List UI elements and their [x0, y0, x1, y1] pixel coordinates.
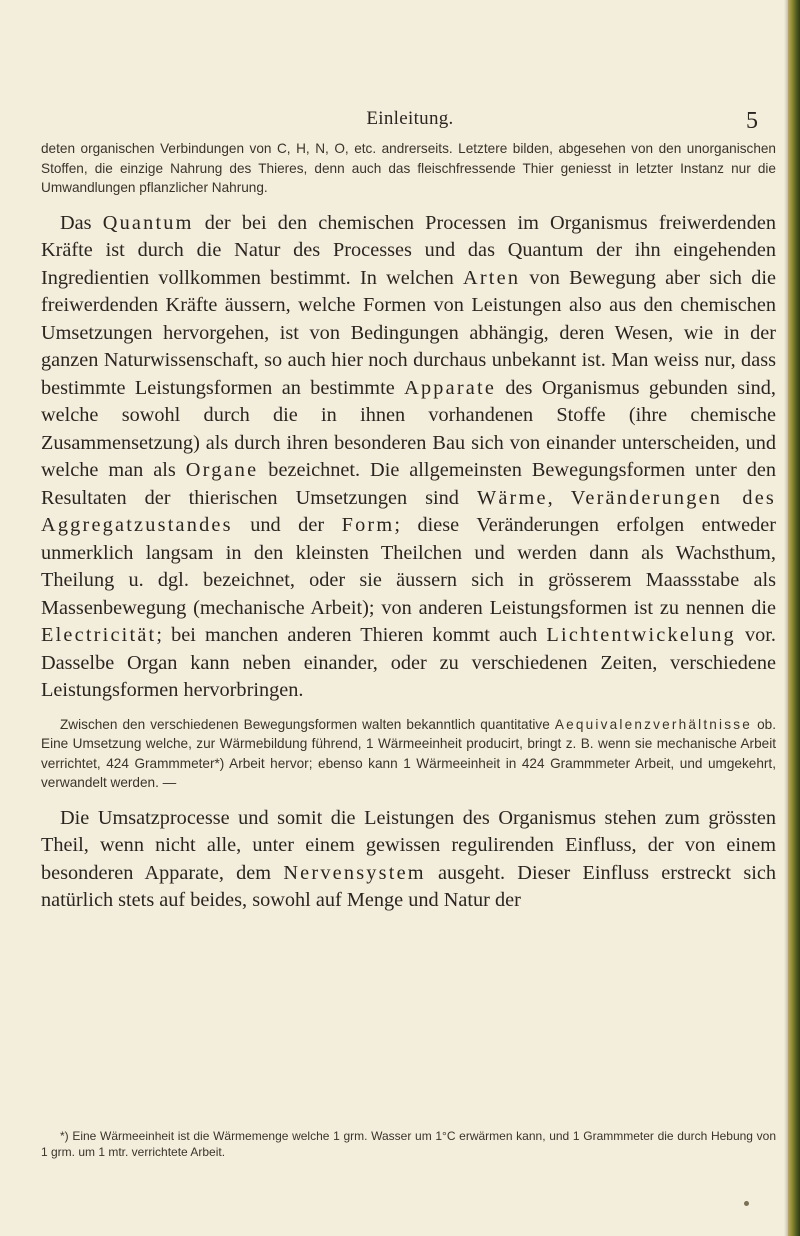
emphasis-aequivalenz: Aequivalenzverhältnisse: [554, 716, 753, 732]
emphasis-organe: Organe: [185, 459, 259, 481]
text-run: Die Umsatzprocesse und somit die Leistungen des Organismus stehen zum grössten Theil, wenn nicht alle, unter einem gewissen regulirenden Einfluss, der von einem besonderen Apparate, dem: [41, 806, 776, 884]
paragraph-quantum: [41, 210, 776, 705]
text-run: ; bei manchen anderen Thieren kommt auch: [156, 624, 547, 646]
text-run: bezeichnet. Die allgemeinsten Bewegungsformen unter den Resultaten der thierischen Umsetzungen sind: [41, 459, 776, 509]
emphasis-quantum: Quantum: [102, 211, 194, 234]
emphasis-waerme: Wärme: [476, 486, 548, 509]
page-number: 5: [746, 108, 758, 134]
text-run: vor. Dasselbe Organ kann neben einander, oder zu verschiedenen Zeiten, verschiedene Leistungsformen hervorbringen.: [41, 624, 776, 701]
paragraph-nervensystem: [41, 805, 776, 915]
emphasis-electricitaet: Electricität: [41, 624, 157, 646]
footnote: [41, 1128, 776, 1160]
text-run: ausgeht. Dieser Einfluss erstreckt sich natürlich stets auf beides, sowohl auf Menge und Natur der: [41, 861, 776, 911]
paragraph-aequivalenz: [41, 715, 776, 793]
emphasis-apparate: Apparate: [404, 376, 497, 399]
running-head: Einleitung.: [366, 108, 454, 129]
text-run: des Organismus gebunden sind, welche sowohl durch die in ihnen vorhandenen Stoffe (ihre chemische Zusammensetzung) als durch ihren besonderen Bau sich von einander unterscheiden, und welche man als: [41, 376, 776, 481]
emphasis-lichtentwickelung: Lichtentwickelung: [546, 624, 736, 646]
paragraph-continued: deten organischen Verbindungen von C, H, N, O, etc. andrerseits. Letztere bilden, abgesehen von den unorganischen Stoffen, die einzige Nahrung des Thieres, denn auch das fleischfressende Thier geniesst in letzter Instanz nur die Umwandlungen pflanzlicher Nahrung.: [41, 141, 776, 195]
emphasis-aggregatzustand: Veränderungen des Aggregatzustandes: [41, 486, 777, 536]
page-header: [40, 108, 780, 136]
page-content: [41, 139, 776, 915]
emphasis-arten: Arten: [462, 266, 521, 289]
text-run: ,: [547, 486, 571, 509]
emphasis-nervensystem: Nervensystem: [283, 861, 426, 884]
book-edge: [788, 0, 800, 1236]
text-run: der bei den chemischen Processen im Organismus freiwerdenden Kräfte ist durch die Natur des Processes und das Quantum der ihn eingehenden Ingredientien vollkommen bestimmt. In welchen: [41, 211, 776, 289]
emphasis-form: Form: [341, 514, 395, 536]
text-run: von Bewegung aber sich die freiwerdenden Kräfte äussern, welche Formen von Leistungen also aus den chemischen Umsetzungen hervorgehen, ist von Bedingungen abhängig, deren Wesen, wie in der ganzen Naturwissenschaft, so auch hier noch durchaus unbekannt ist. Man weiss nur, dass bestimmte Leistungsformen an bestimmte: [41, 266, 776, 399]
footnote-text: *) Eine Wärmeeinheit ist die Wärmemenge welche 1 grm. Wasser um 1°C erwärmen kann, und 1 Grammmeter die durch Hebung von 1 grm. um 1 mtr. verrichtete Arbeit.: [41, 1129, 776, 1159]
paper-blemish: [744, 1201, 749, 1206]
text-run: Zwischen den verschiedenen Bewegungsformen walten bekanntlich quantitative: [60, 716, 555, 732]
text-run: ; diese Veränderungen erfolgen entweder unmerklich langsam in den kleinsten Theilchen und werden dann als Wachsthum, Theilung u. dgl. bezeichnet, oder sie äussern sich in grösserem Maassstabe als Massenbewegung (mechanische Arbeit); von anderen Leistungsformen ist zu nennen die: [41, 514, 776, 619]
text-run: Das: [60, 211, 103, 234]
text-run: und der: [232, 514, 342, 536]
text-run: ob. Eine Umsetzung welche, zur Wärmebildung führend, 1 Wärmeeinheit producirt, bringt z. B. wenn sie mechanische Arbeit verrichtet, 424 Grammmeter*) Arbeit hervor; ebenso kann 1 Wärmeeinheit in 424 Grammmeter Arbeit, und umgekehrt, verwandelt werden. —: [41, 716, 776, 790]
